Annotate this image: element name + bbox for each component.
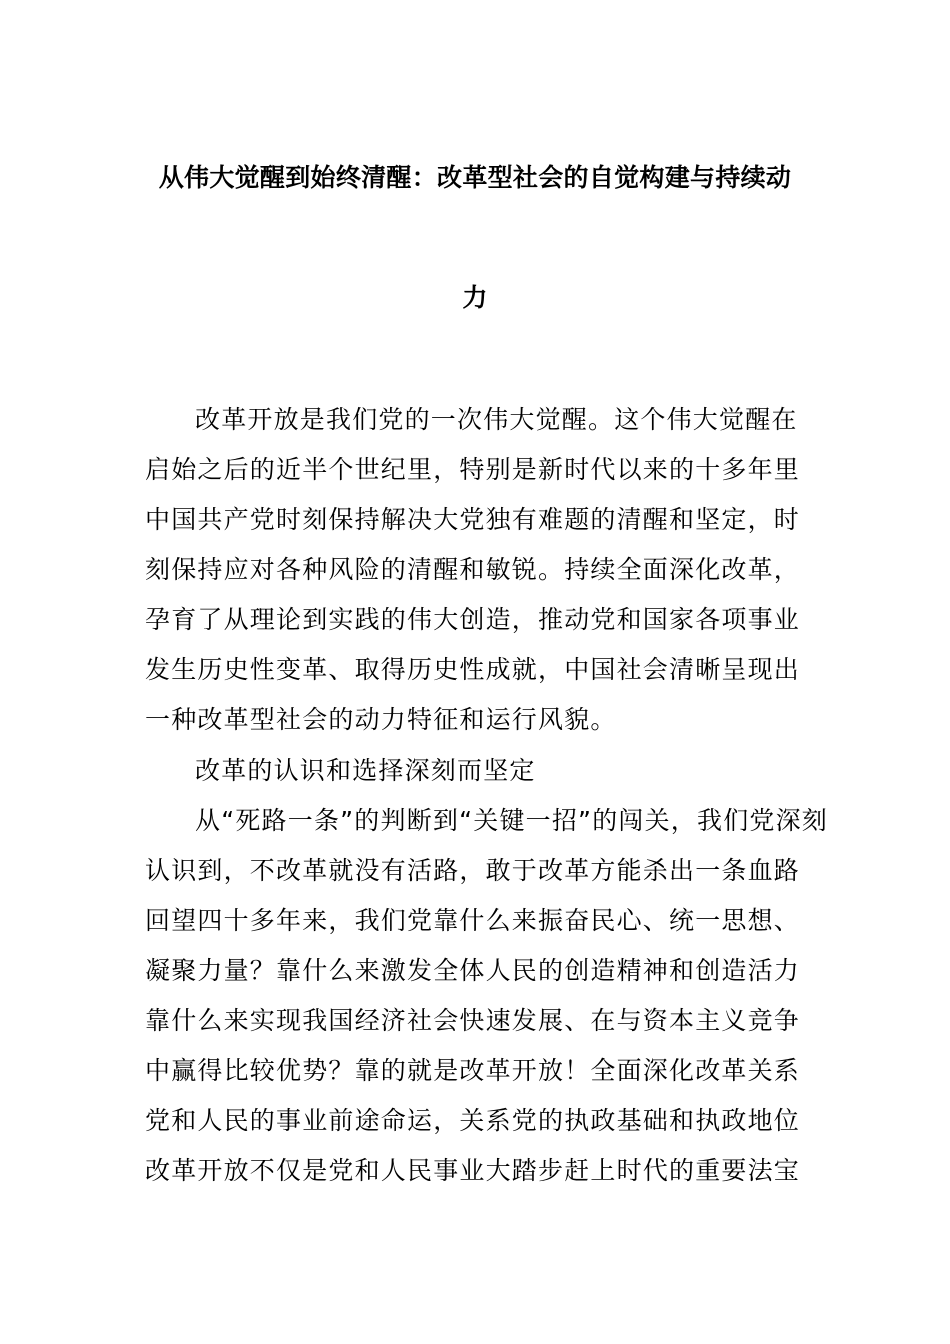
section-heading: 改革的认识和选择深刻而坚定 bbox=[195, 756, 536, 785]
paragraph-line: 从“死路一条”的判断到“关键一招”的闯关，我们党深刻 bbox=[195, 806, 829, 835]
paragraph-line: 孕育了从理论到实践的伟大创造，推动党和国家各项事业 bbox=[145, 605, 801, 634]
document-title-line-1: 从伟大觉醒到始终清醒：改革型社会的自觉构建与持续动 bbox=[158, 163, 792, 192]
paragraph-line: 刻保持应对各种风险的清醒和敏锐。持续全面深化改革， bbox=[145, 555, 801, 584]
paragraph-line: 认识到，不改革就没有活路，敢于改革方能杀出一条血路 bbox=[145, 856, 801, 885]
paragraph-line: 启始之后的近半个世纪里，特别是新时代以来的十多年里 bbox=[145, 455, 801, 484]
paragraph-line: 改革开放不仅是党和人民事业大踏步赶上时代的重要法宝 bbox=[145, 1156, 801, 1185]
paragraph-line: 发生历史性变革、取得历史性成就，中国社会清晰呈现出 bbox=[145, 655, 801, 684]
paragraph-line: 中赢得比较优势？靠的就是改革开放！全面深化改革关系 bbox=[145, 1056, 801, 1085]
paragraph-line: 靠什么来实现我国经济社会快速发展、在与资本主义竞争 bbox=[145, 1006, 801, 1035]
paragraph-line: 党和人民的事业前途命运，关系党的执政基础和执政地位 bbox=[145, 1106, 801, 1135]
paragraph-line: 中国共产党时刻保持解决大党独有难题的清醒和坚定，时 bbox=[145, 505, 801, 534]
paragraph-line: 凝聚力量？靠什么来激发全体人民的创造精神和创造活力 bbox=[145, 956, 801, 985]
paragraph-line: 一种改革型社会的动力特征和运行风貌。 bbox=[145, 705, 617, 734]
paragraph-line: 改革开放是我们党的一次伟大觉醒。这个伟大觉醒在 bbox=[195, 405, 798, 434]
document-title-line-2: 力 bbox=[462, 283, 488, 312]
paragraph-line: 回望四十多年来，我们党靠什么来振奋民心、统一思想、 bbox=[145, 906, 801, 935]
